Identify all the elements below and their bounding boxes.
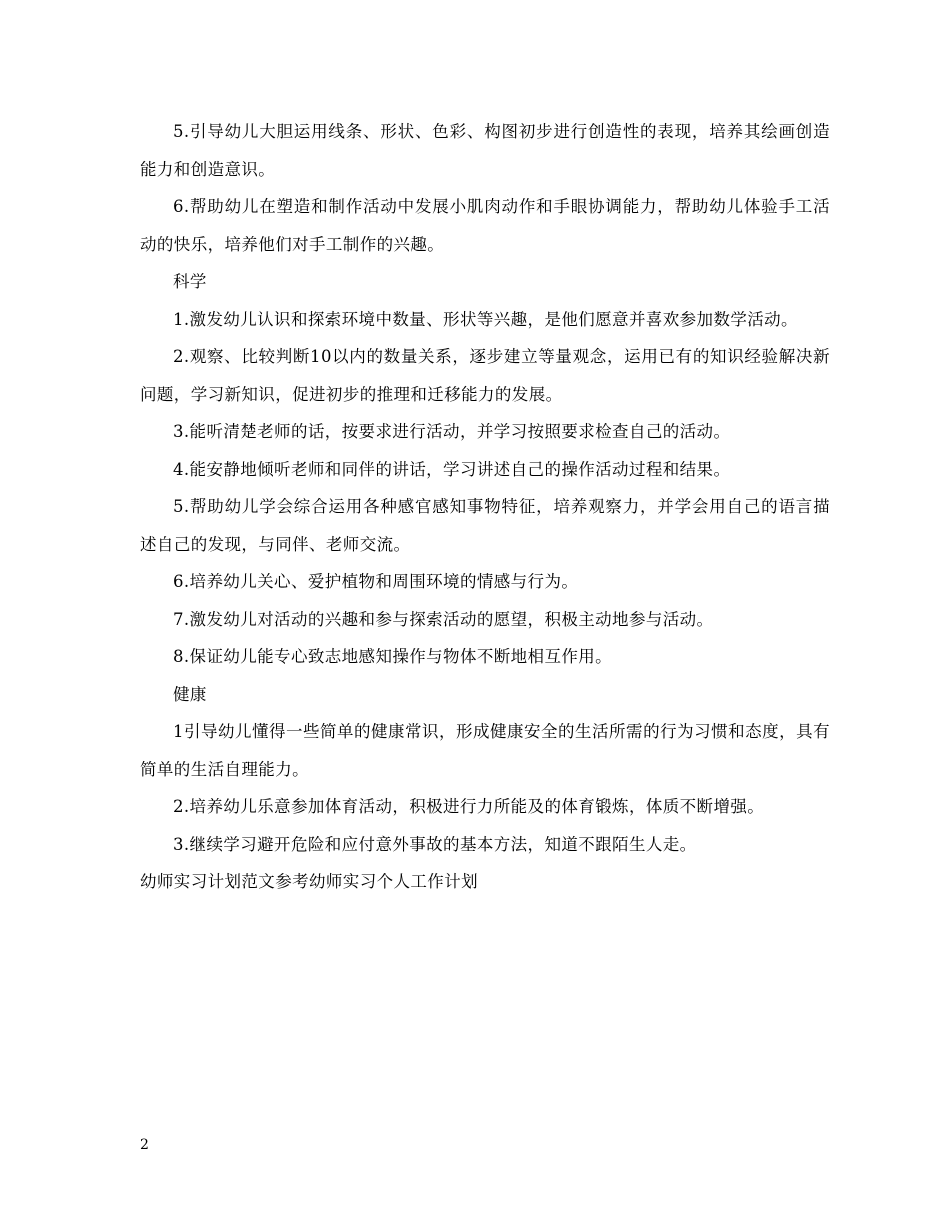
paragraph-science-item-2: 2.观察、比较判断10以内的数量关系，逐步建立等量观念，运用已有的知识经验解决新问题，学习新知识，促进初步的推理和迁移能力的发展。 [140, 347, 830, 404]
paragraph-health-item-3: 3.继续学习避开危险和应付意外事故的基本方法，知道不跟陌生人走。 [173, 834, 697, 854]
page-number: 2 [140, 1137, 149, 1153]
paragraph-health-item-1: 1引导幼儿懂得一些简单的健康常识，形成健康安全的生活所需的行为习惯和态度，具有简单的生活自理能力。 [140, 722, 830, 779]
document-body [140, 113, 830, 901]
paragraph-science-item-3: 3.能听清楚老师的话，按要求进行活动，并学习按照要求检查自己的活动。 [173, 422, 731, 441]
paragraph-science-item-7: 7.激发幼儿对活动的兴趣和参与探索活动的愿望，积极主动地参与活动。 [173, 609, 714, 629]
paragraph-art-item-5: 5.引导幼儿大胆运用线条、形状、色彩、构图初步进行创造性的表现，培养其绘画创造能力和创造意识。 [140, 122, 830, 179]
paragraph-science-item-5: 5.帮助幼儿学会综合运用各种感官感知事物特征，培养观察力，并学会用自己的语言描述自己的发现，与同伴、老师交流。 [140, 497, 830, 554]
paragraph-science-item-6: 6.培养幼儿关心、爱护植物和周围环境的情感与行为。 [173, 572, 579, 591]
paragraph-science-item-1: 1.激发幼儿认识和探索环境中数量、形状等兴趣，是他们愿意并喜欢参加数学活动。 [173, 309, 798, 329]
paragraph-art-item-6: 6.帮助幼儿在塑造和制作活动中发展小肌肉动作和手眼协调能力，帮助幼儿体验手工活动的快乐，培养他们对手工制作的兴趣。 [140, 197, 830, 254]
paragraph-health-item-2: 2.培养幼儿乐意参加体育活动，积极进行力所能及的体育锻炼，体质不断增强。 [173, 797, 765, 816]
footer-title-line: 幼师实习计划范文参考幼师实习个人工作计划 [140, 872, 478, 891]
paragraph-science-item-8: 8.保证幼儿能专心致志地感知操作与物体不断地相互作用。 [173, 647, 613, 666]
section-heading-health: 健康 [173, 684, 207, 704]
paragraph-science-item-4: 4.能安静地倾听老师和同伴的讲话，学习讲述自己的操作活动过程和结果。 [173, 459, 731, 479]
section-heading-science: 科学 [173, 272, 207, 291]
